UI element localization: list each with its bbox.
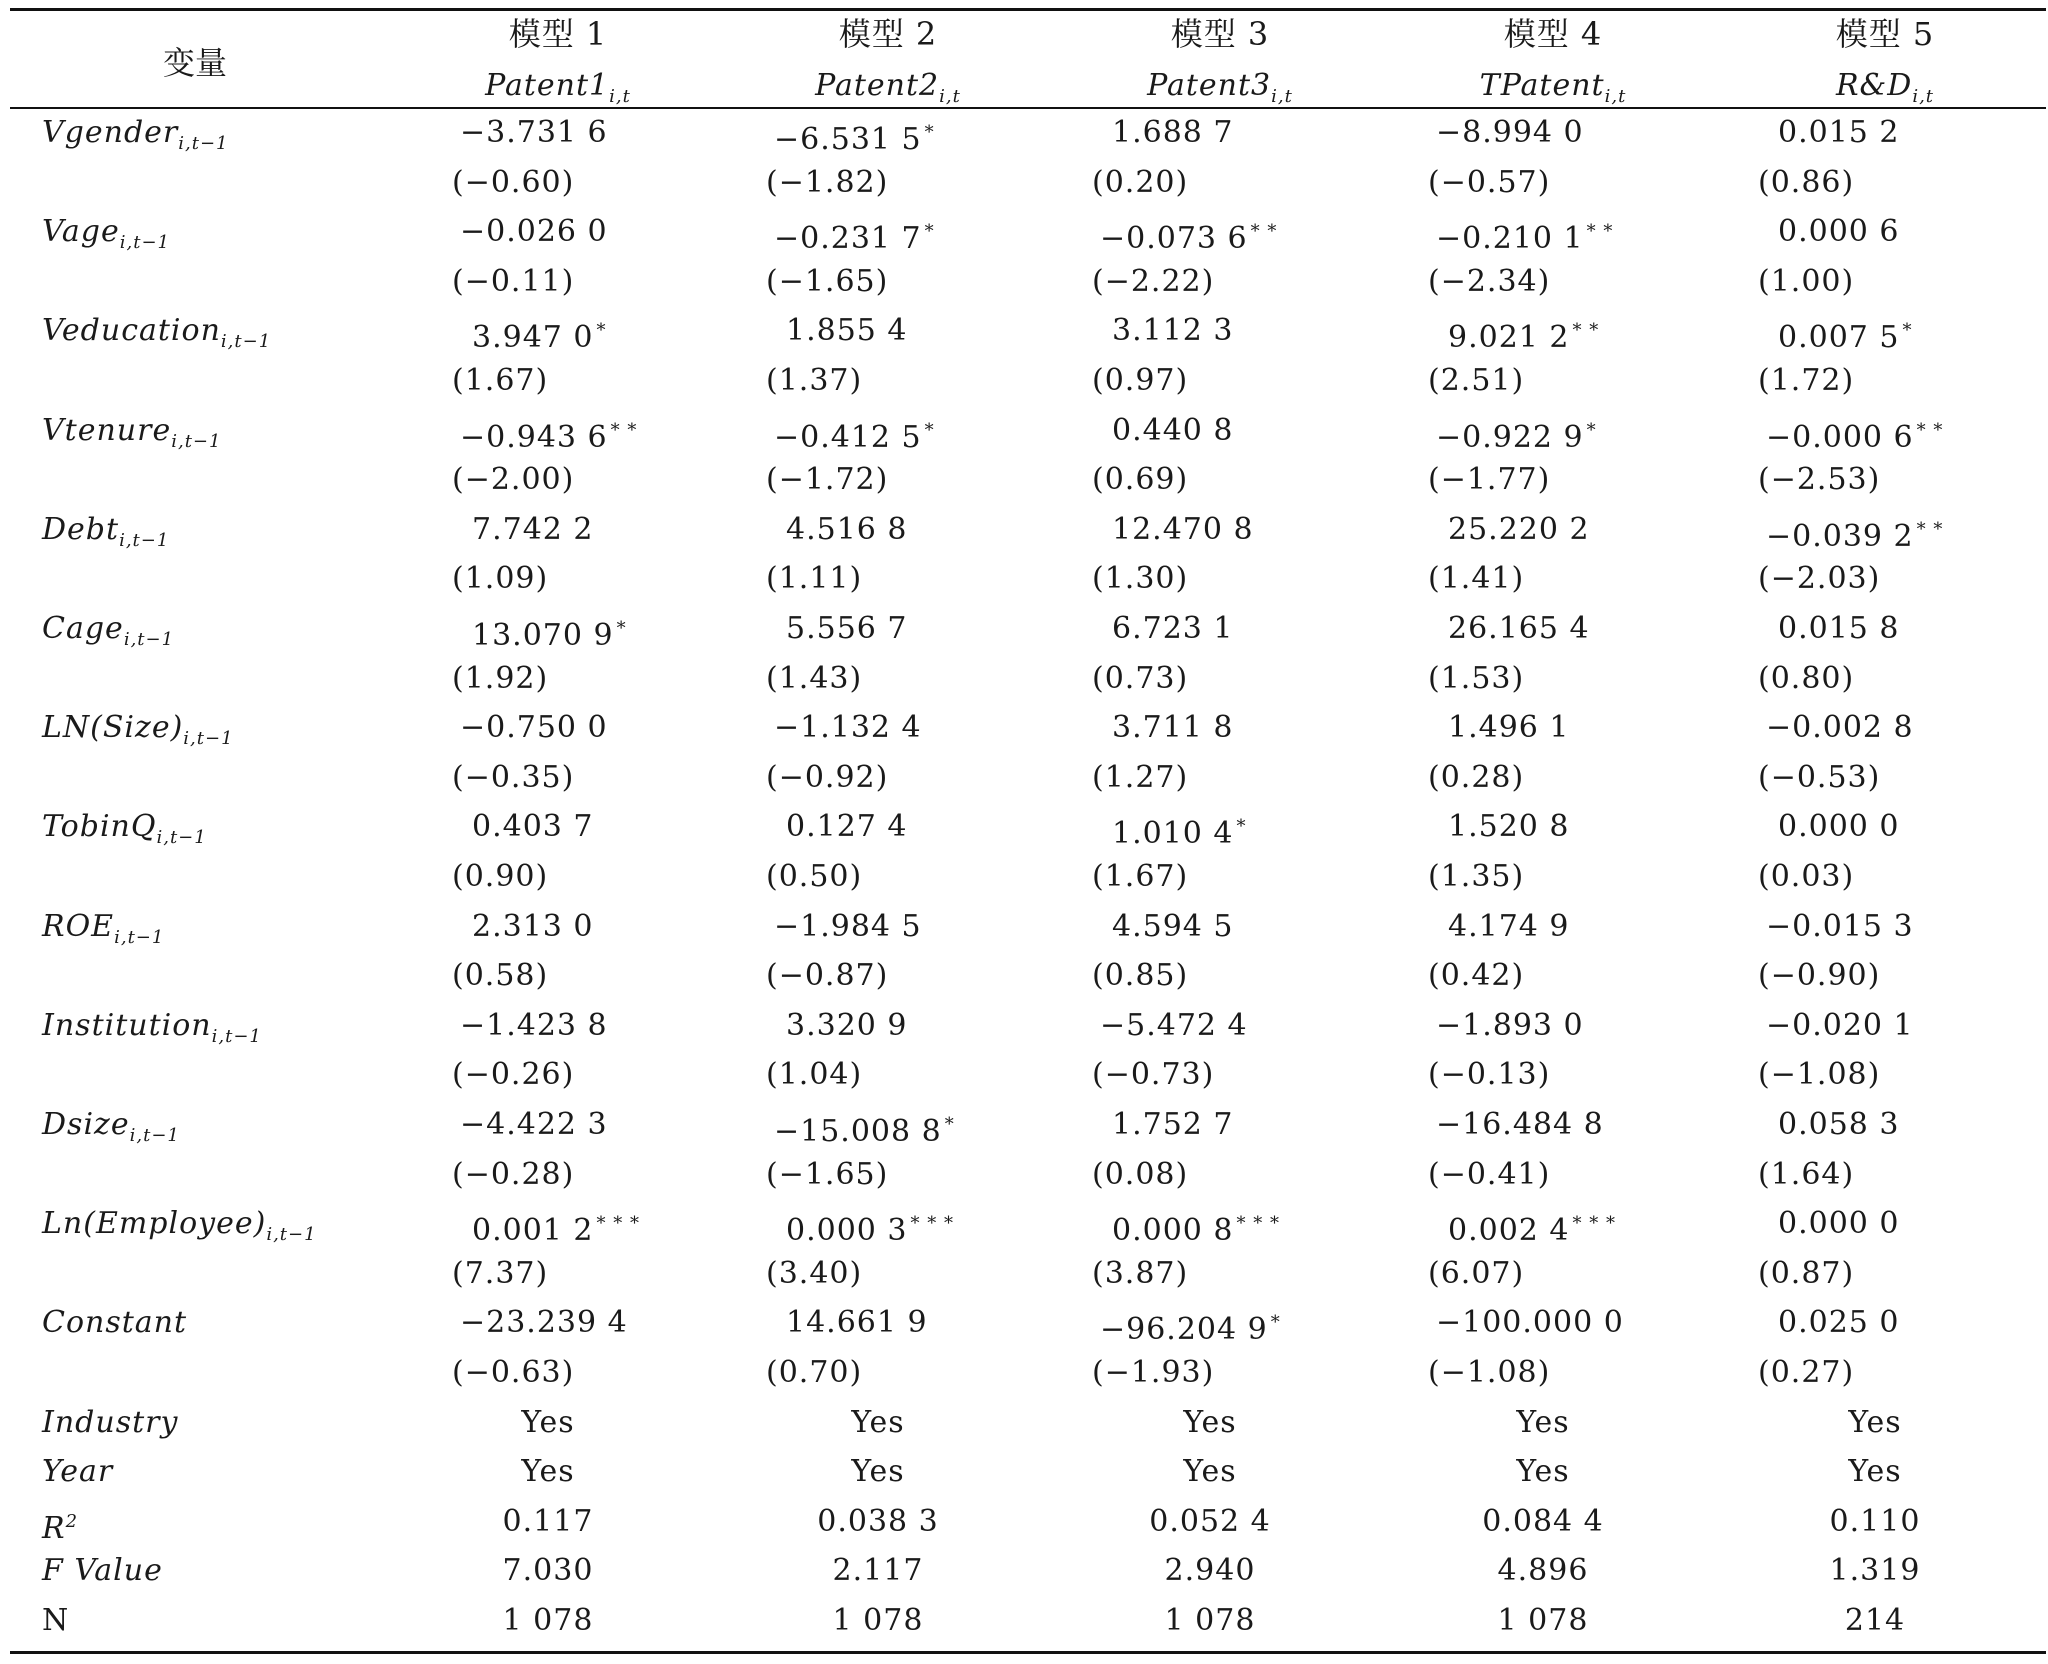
coefficient-cell: 0.002 4 * * * — [1448, 1213, 1616, 1249]
significance-stars: * * — [610, 419, 638, 441]
coefficient-cell: −0.922 9 * — [1436, 419, 1597, 455]
t-statistic-cell: (−0.63) — [452, 1355, 575, 1390]
significance-stars: * — [1270, 1312, 1281, 1334]
dependent-variable-4: TPatent$_{i,t}$ — [1479, 68, 1627, 107]
t-statistic-cell: (7.37) — [452, 1255, 549, 1291]
variable-label-1: Vage$_{i,t-1}$ — [42, 214, 171, 254]
coefficient-cell: 14.661 9 — [786, 1305, 928, 1341]
t-statistic-cell: (0.58) — [452, 958, 549, 994]
t-statistic-cell: (0.87) — [1758, 1255, 1855, 1291]
t-statistic-cell: (1.35) — [1428, 859, 1525, 894]
coefficient-cell: 0.015 8 — [1778, 611, 1900, 646]
t-statistic-cell: (−0.90) — [1758, 958, 1881, 994]
footer-value-cell: 1 078 — [832, 1603, 924, 1638]
variable-label-7: TobinQ$_{i,t-1}$ — [42, 809, 207, 849]
t-statistic-cell: (1.30) — [1092, 561, 1189, 597]
model-header-4: 模型 4 — [1503, 15, 1603, 53]
t-statistic-cell: (0.90) — [452, 859, 549, 894]
coefficient-cell: 0.015 2 — [1778, 115, 1900, 150]
t-statistic-cell: (−0.57) — [1428, 164, 1551, 200]
coefficient-cell: 6.723 1 — [1112, 611, 1234, 646]
coefficient-cell: −0.039 2 * * — [1766, 518, 1944, 554]
t-statistic-cell: (6.07) — [1428, 1255, 1525, 1291]
footer-value-cell: Yes — [521, 1404, 575, 1440]
coefficient-cell: −16.484 8 — [1436, 1107, 1604, 1142]
coefficient-cell: −96.204 9 * — [1100, 1312, 1281, 1348]
t-statistic-cell: (1.72) — [1758, 363, 1855, 398]
t-statistic-cell: (0.97) — [1092, 363, 1189, 398]
footer-value-cell: Yes — [1848, 1404, 1902, 1440]
t-statistic-cell: (0.42) — [1428, 958, 1525, 994]
t-statistic-cell: (−2.00) — [452, 462, 575, 498]
coefficient-cell: 3.947 0 * — [472, 320, 607, 356]
coefficient-cell: 0.007 5 * — [1778, 320, 1913, 356]
coefficient-cell: −1.423 8 — [460, 1007, 608, 1043]
t-statistic-cell: (−1.08) — [1428, 1355, 1551, 1390]
t-statistic-cell: (1.64) — [1758, 1156, 1855, 1192]
t-statistic-cell: (−1.65) — [766, 1156, 889, 1192]
significance-stars: * — [1902, 320, 1913, 342]
t-statistic-cell: (0.70) — [766, 1355, 863, 1390]
variable-label-3: Vtenure$_{i,t-1}$ — [42, 412, 222, 452]
t-statistic-cell: (1.11) — [766, 561, 863, 597]
t-statistic-cell: (−1.77) — [1428, 462, 1551, 498]
t-statistic-cell: (1.09) — [452, 561, 549, 597]
t-statistic-cell: (0.03) — [1758, 859, 1855, 894]
t-statistic-cell: (−0.28) — [452, 1156, 575, 1192]
significance-stars: * — [924, 122, 935, 143]
footer-value-cell: Yes — [521, 1454, 575, 1490]
footer-value-cell: 4.896 — [1497, 1553, 1589, 1589]
t-statistic-cell: (3.40) — [766, 1255, 863, 1291]
t-statistic-cell: (1.53) — [1428, 660, 1525, 696]
coefficient-cell: 4.174 9 — [1448, 908, 1570, 944]
variable-label-6: $LN(Size)_{i,t-1}$ — [42, 710, 234, 750]
t-statistic-cell: (1.27) — [1092, 759, 1189, 795]
coefficient-cell: 9.021 2 * * — [1448, 320, 1600, 356]
significance-stars: * * * — [596, 1213, 640, 1235]
t-statistic-cell: (−1.93) — [1092, 1355, 1215, 1390]
coefficient-cell: −23.239 4 — [460, 1305, 628, 1341]
coefficient-cell: −1.132 4 — [774, 710, 922, 746]
coefficient-cell: 1.855 4 — [786, 313, 908, 349]
footer-value-cell: 2.117 — [832, 1553, 924, 1589]
coefficient-cell: −0.000 6 * * — [1766, 419, 1944, 455]
significance-stars: * — [1586, 419, 1597, 441]
t-statistic-cell: (2.51) — [1428, 363, 1525, 398]
coefficient-cell: −6.531 5 * — [774, 122, 935, 157]
coefficient-cell: −3.731 6 — [460, 115, 608, 150]
variable-label-11: $Ln(Employee)_{i,t-1}$ — [42, 1206, 317, 1246]
t-statistic-cell: (−1.82) — [766, 164, 889, 200]
coefficient-cell: 0.000 8 * * * — [1112, 1213, 1280, 1249]
dependent-variable-5: $R\&D_{i,t}$ — [1835, 68, 1935, 107]
footer-value-cell: Yes — [1183, 1454, 1237, 1490]
dependent-variable-2: $Patent2_{i,t}$ — [815, 68, 961, 107]
significance-stars: * — [924, 419, 935, 441]
coefficient-cell: 0.025 0 — [1778, 1305, 1900, 1341]
significance-stars: * * — [1916, 419, 1944, 441]
t-statistic-cell: (0.28) — [1428, 759, 1525, 795]
coefficient-cell: −1.893 0 — [1436, 1007, 1584, 1043]
t-statistic-cell: (0.73) — [1092, 660, 1189, 696]
significance-stars: * * — [1586, 221, 1614, 243]
t-statistic-cell: (−2.34) — [1428, 263, 1551, 299]
significance-stars: * * * — [1236, 1213, 1280, 1235]
footer-label-3: F Value — [42, 1553, 163, 1589]
t-statistic-cell: (0.08) — [1092, 1156, 1189, 1192]
t-statistic-cell: (−0.60) — [452, 164, 575, 200]
t-statistic-cell: (−1.72) — [766, 462, 889, 498]
t-statistic-cell: (1.67) — [1092, 859, 1189, 894]
coefficient-cell: −15.008 8 * — [774, 1114, 955, 1149]
significance-stars: * * — [1250, 221, 1278, 243]
coefficient-cell: 0.000 0 — [1778, 1206, 1900, 1242]
footer-value-cell: Yes — [851, 1454, 905, 1490]
coefficient-cell: 4.594 5 — [1112, 908, 1234, 944]
footer-value-cell: 1 078 — [1497, 1603, 1589, 1638]
coefficient-cell: 0.127 4 — [786, 809, 908, 845]
t-statistic-cell: (1.37) — [766, 363, 863, 398]
significance-stars: * * * — [1572, 1213, 1616, 1235]
model-header-1: 模型 1 — [508, 15, 608, 53]
model-header-2: 模型 2 — [838, 15, 938, 53]
t-statistic-cell: (−0.53) — [1758, 759, 1881, 795]
t-statistic-cell: (0.27) — [1758, 1355, 1855, 1390]
coefficient-cell: 12.470 8 — [1112, 511, 1254, 547]
t-statistic-cell: (3.87) — [1092, 1255, 1189, 1291]
coefficient-cell: 0.000 3 * * * — [786, 1213, 954, 1249]
variable-label-0: Vgender$_{i,t-1}$ — [42, 115, 229, 154]
significance-stars: * * — [1916, 518, 1944, 540]
model-header-5: 模型 5 — [1835, 15, 1935, 53]
footer-value-cell: 0.052 4 — [1149, 1503, 1271, 1539]
t-statistic-cell: (1.00) — [1758, 263, 1855, 299]
t-statistic-cell: (0.69) — [1092, 462, 1189, 498]
t-statistic-cell: (1.92) — [452, 660, 549, 696]
coefficient-cell: 0.001 2 * * * — [472, 1213, 640, 1249]
significance-stars: * * — [1572, 320, 1600, 342]
coefficient-cell: 5.556 7 — [786, 611, 908, 646]
coefficient-cell: 1.752 7 — [1112, 1107, 1234, 1142]
t-statistic-cell: (−0.87) — [766, 958, 889, 994]
significance-stars: * * * — [910, 1213, 954, 1235]
t-statistic-cell: (−2.03) — [1758, 561, 1881, 597]
t-statistic-cell: (−0.92) — [766, 759, 889, 795]
t-statistic-cell: (0.85) — [1092, 958, 1189, 994]
variable-label-10: Dsize$_{i,t-1}$ — [42, 1107, 180, 1146]
t-statistic-cell: (0.20) — [1092, 164, 1189, 200]
footer-label-4: N — [42, 1603, 70, 1638]
t-statistic-cell: (−2.53) — [1758, 462, 1881, 498]
footer-value-cell: 0.117 — [502, 1503, 594, 1539]
coefficient-cell: 3.320 9 — [786, 1007, 908, 1043]
variable-label-5: Cage$_{i,t-1}$ — [42, 611, 175, 650]
coefficient-cell: 3.112 3 — [1112, 313, 1234, 349]
coefficient-cell: 13.070 9 * — [472, 618, 627, 653]
t-statistic-cell: (0.86) — [1758, 164, 1855, 200]
footer-value-cell: 0.110 — [1829, 1503, 1921, 1539]
coefficient-cell: 0.000 6 — [1778, 214, 1900, 250]
t-statistic-cell: (−0.41) — [1428, 1156, 1551, 1192]
variable-label-8: $ROE_{i,t-1}$ — [42, 908, 165, 948]
coefficient-cell: −100.000 0 — [1436, 1305, 1624, 1341]
t-statistic-cell: (−0.73) — [1092, 1057, 1215, 1093]
footer-value-cell: Yes — [1516, 1454, 1570, 1490]
footer-value-cell: 0.038 3 — [817, 1503, 939, 1539]
footer-value-cell: Yes — [1183, 1404, 1237, 1440]
footer-label-2: $R^2$ — [42, 1510, 79, 1546]
significance-stars: * — [924, 221, 935, 243]
footer-value-cell: Yes — [851, 1404, 905, 1440]
coefficient-cell: −0.002 8 — [1766, 710, 1914, 746]
footer-label-0: Industry — [42, 1404, 179, 1440]
t-statistic-cell: (1.67) — [452, 363, 549, 398]
t-statistic-cell: (−0.11) — [452, 263, 575, 299]
significance-stars: * — [616, 618, 627, 639]
t-statistic-cell: (−0.35) — [452, 759, 575, 795]
footer-value-cell: Yes — [1516, 1404, 1570, 1440]
t-statistic-cell: (1.04) — [766, 1057, 863, 1093]
coefficient-cell: 0.403 7 — [472, 809, 594, 845]
coefficient-cell: −0.231 7 * — [774, 221, 935, 257]
table-top-rule — [10, 8, 2046, 11]
dependent-variable-1: $Patent1_{i,t}$ — [485, 68, 631, 107]
coefficient-cell: −0.015 3 — [1766, 908, 1914, 944]
t-statistic-cell: (−0.13) — [1428, 1057, 1551, 1093]
coefficient-cell: 1.496 1 — [1448, 710, 1570, 746]
coefficient-cell: −1.984 5 — [774, 908, 922, 944]
footer-value-cell: 1.319 — [1829, 1553, 1921, 1589]
footer-value-cell: 1 078 — [502, 1603, 594, 1638]
coefficient-cell: 1.520 8 — [1448, 809, 1570, 845]
footer-value-cell: 214 — [1844, 1603, 1906, 1638]
significance-stars: * — [596, 320, 607, 342]
coefficient-cell: −8.994 0 — [1436, 115, 1584, 150]
coefficient-cell: 0.440 8 — [1112, 412, 1234, 448]
coefficient-cell: −4.422 3 — [460, 1107, 608, 1142]
footer-value-cell: 0.084 4 — [1482, 1503, 1604, 1539]
coefficient-cell: 0.000 0 — [1778, 809, 1900, 845]
variable-column-header: 变量 — [162, 44, 228, 82]
coefficient-cell: 3.711 8 — [1112, 710, 1234, 746]
coefficient-cell: −5.472 4 — [1100, 1007, 1248, 1043]
significance-stars: * — [944, 1114, 955, 1135]
coefficient-cell: −0.026 0 — [460, 214, 608, 250]
t-statistic-cell: (−0.26) — [452, 1057, 575, 1093]
coefficient-cell: 4.516 8 — [786, 511, 908, 547]
t-statistic-cell: (0.50) — [766, 859, 863, 894]
footer-value-cell: 2.940 — [1164, 1553, 1256, 1589]
dependent-variable-3: $Patent3_{i,t}$ — [1147, 68, 1293, 107]
t-statistic-cell: (−2.22) — [1092, 263, 1215, 299]
variable-label-4: Debt$_{i,t-1}$ — [42, 511, 170, 551]
coefficient-cell: 26.165 4 — [1448, 611, 1590, 646]
footer-value-cell: 7.030 — [502, 1553, 594, 1589]
coefficient-cell: −0.750 0 — [460, 710, 608, 746]
variable-label-12: Constant — [42, 1305, 188, 1341]
table-header-rule — [10, 107, 2046, 109]
footer-value-cell: 1 078 — [1164, 1603, 1256, 1638]
t-statistic-cell: (1.43) — [766, 660, 863, 696]
coefficient-cell: 0.058 3 — [1778, 1107, 1900, 1142]
footer-value-cell: Yes — [1848, 1454, 1902, 1490]
coefficient-cell: −0.412 5 * — [774, 419, 935, 455]
t-statistic-cell: (−1.08) — [1758, 1057, 1881, 1093]
t-statistic-cell: (1.41) — [1428, 561, 1525, 597]
coefficient-cell: 7.742 2 — [472, 511, 594, 547]
coefficient-cell: −0.073 6 * * — [1100, 221, 1278, 257]
footer-label-1: Year — [42, 1454, 114, 1490]
coefficient-cell: −0.020 1 — [1766, 1007, 1914, 1043]
coefficient-cell: 1.688 7 — [1112, 115, 1234, 150]
coefficient-cell: 25.220 2 — [1448, 511, 1590, 547]
t-statistic-cell: (0.80) — [1758, 660, 1855, 696]
t-statistic-cell: (−1.65) — [766, 263, 889, 299]
model-header-3: 模型 3 — [1170, 15, 1270, 53]
significance-stars: * — [1236, 816, 1247, 838]
variable-label-2: Veducation$_{i,t-1}$ — [42, 313, 272, 353]
variable-label-9: Institution$_{i,t-1}$ — [42, 1007, 262, 1047]
table-bottom-rule — [10, 1651, 2046, 1654]
coefficient-cell: −0.943 6 * * — [460, 419, 638, 455]
coefficient-cell: 2.313 0 — [472, 908, 594, 944]
coefficient-cell: 1.010 4 * — [1112, 816, 1247, 852]
coefficient-cell: −0.210 1 * * — [1436, 221, 1614, 257]
